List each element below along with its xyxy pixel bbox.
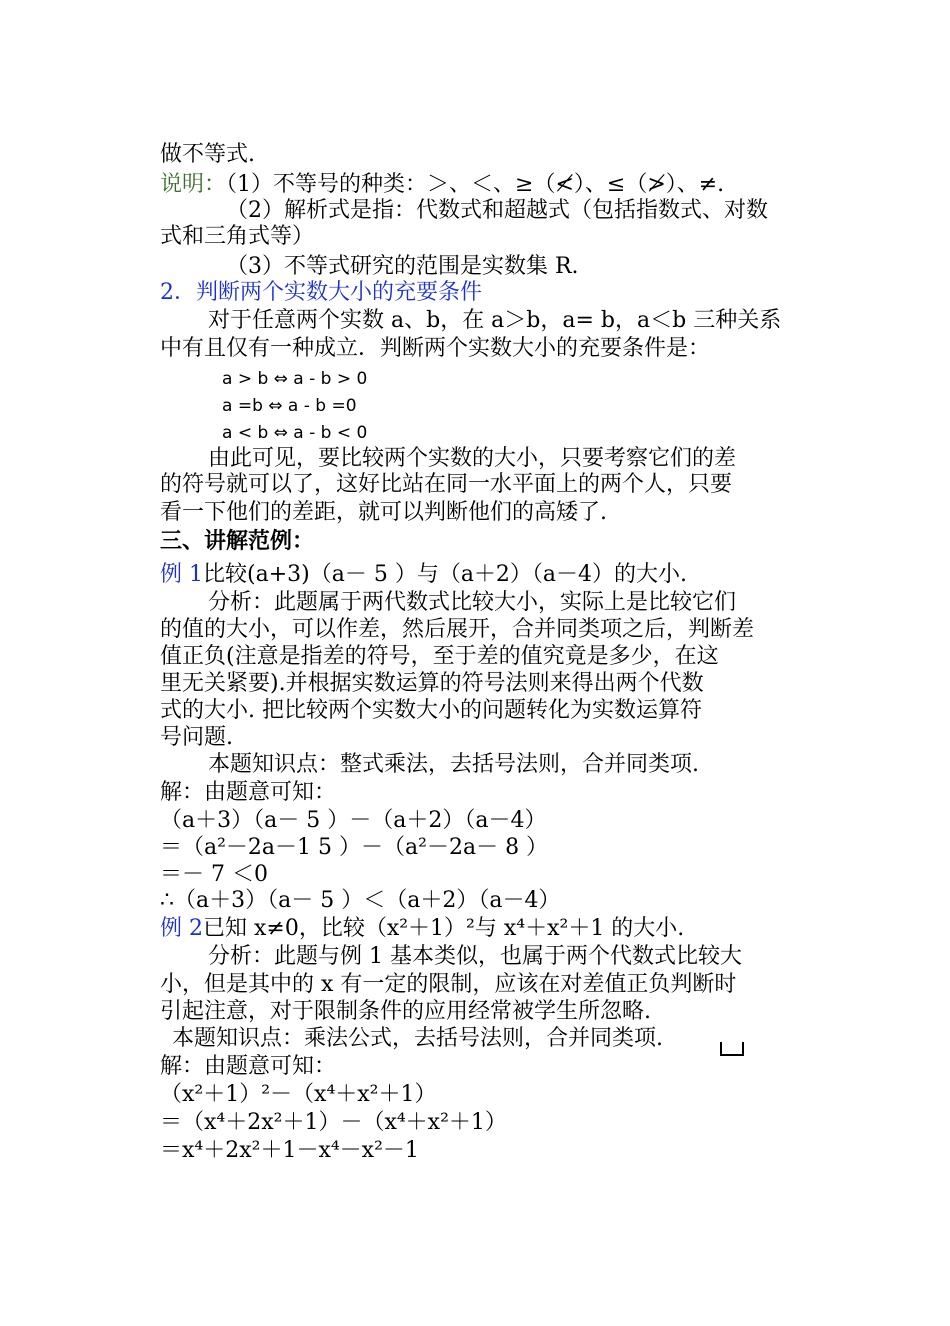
math-formula: a < b ⇔ a - b < 0	[222, 423, 368, 443]
text-line: 解：由题意可知：	[160, 780, 337, 805]
text-line: 的值的大小，可以作差，然后展开，合并同类项之后，判断差	[160, 617, 755, 642]
example-line	[160, 916, 684, 942]
text-line: 中有且仅有一种成立．判断两个实数大小的充要条件是：	[160, 336, 711, 361]
equation-line: （a＋3）（a－ 5 ）－（a＋2）（a－4）	[160, 808, 547, 833]
text-line: 值正负(注意是指差的符号，至于差的值究竟是多少，在这	[160, 644, 719, 669]
equation-line: ∴（a＋3）（a－ 5 ）＜（a＋2）（a－4）	[160, 888, 561, 913]
text-line: 看一下他们的差距，就可以判断他们的高矮了.	[160, 500, 607, 525]
section-heading: 三、讲解范例：	[160, 528, 315, 554]
example-line	[160, 562, 687, 588]
section-heading: 2．判断两个实数大小的充要条件	[160, 280, 482, 305]
example-label: 例 1	[160, 562, 203, 587]
text-line: 解：由题意可知：	[160, 1054, 337, 1079]
note-line	[160, 172, 724, 198]
text-line: 分析：此题属于两代数式比较大小，实际上是比较它们	[208, 590, 737, 615]
note-label: 说明：	[160, 172, 227, 197]
text-line: 里无关紧要).并根据实数运算的符号法则来得出两个代数	[160, 671, 704, 696]
example-text: 已知 x≠0，比较（x²＋1）²与 x⁴＋x²＋1 的大小.	[203, 916, 685, 941]
equation-line: ＝－ 7 ＜0	[160, 862, 268, 887]
math-formula: a =b ⇔ a - b =0	[222, 396, 357, 416]
text-line: 对于任意两个实数 a、b，在 a＞b，a= b，a＜b 三种关系	[208, 308, 782, 333]
text-line: 式和三角式等）	[160, 224, 315, 249]
text-line: 分析：此题与例 1 基本类似，也属于两个代数式比较大	[208, 944, 742, 969]
equation-line: ＝（x⁴＋2x²＋1）－（x⁴＋x²＋1）	[160, 1110, 507, 1135]
text-line: 本题知识点：乘法公式，去括号法则，合并同类项.	[172, 1026, 663, 1051]
equation-line: ＝（a²－2a－1 5 ）－（a²－2a－ 8 ）	[160, 835, 549, 860]
text-line: 由此可见，要比较两个实数的大小，只要考察它们的差	[208, 446, 737, 471]
example-text: 比较(a+3)（a－ 5 ）与（a＋2）（a－4）的大小.	[203, 562, 688, 587]
text-line: （2）解析式是指：代数式和超越式（包括指数式、对数	[226, 198, 768, 223]
text-line: 的符号就可以了，这好比站在同一水平面上的两个人，只要	[160, 472, 733, 497]
text-line: 小，但是其中的 x 有一定的限制，应该在对差值正负判断时	[160, 972, 737, 997]
text-line: 引起注意，对于限制条件的应用经常被学生所忽略.	[160, 999, 651, 1024]
text-line: （3）不等式研究的范围是实数集 R.	[226, 254, 579, 279]
text-line: 号问题.	[160, 725, 233, 750]
text-line: 做不等式.	[160, 142, 255, 167]
note-text: （1）不等号的种类：＞、＜、≥（≮）、≤（≯）、≠.	[226, 172, 725, 197]
text-line: 本题知识点：整式乘法，去括号法则，合并同类项.	[208, 752, 699, 777]
paragraph-mark-icon	[720, 1042, 744, 1056]
equation-line: （x²＋1）²－（x⁴＋x²＋1）	[160, 1082, 437, 1107]
example-label: 例 2	[160, 916, 203, 941]
text-line: 式的大小. 把比较两个实数大小的问题转化为实数运算符	[160, 698, 702, 723]
equation-line: ＝x⁴＋2x²＋1－x⁴－x²－1	[160, 1138, 419, 1163]
math-formula: a > b ⇔ a - b > 0	[222, 369, 368, 389]
